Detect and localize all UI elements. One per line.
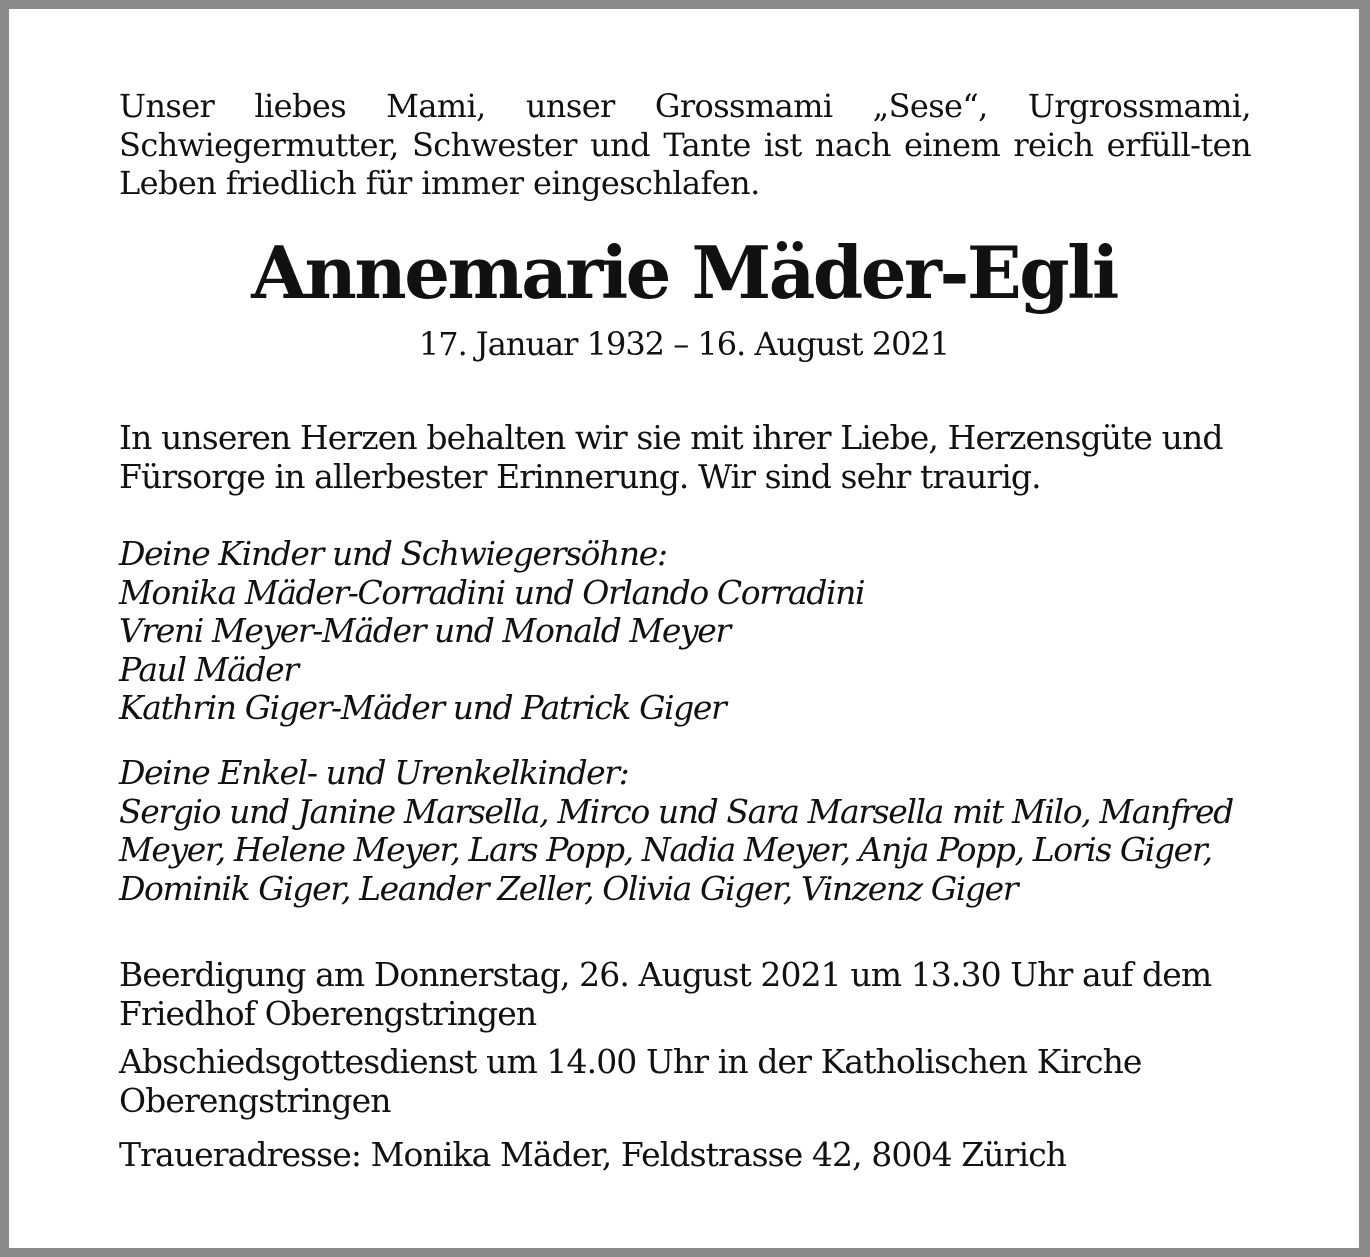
obituary-notice [9, 9, 1359, 1248]
children-name-line: Paul Mäder [119, 649, 298, 689]
grandchildren-section [119, 754, 1251, 908]
mourning-address: Traueradresse: Monika Mäder, Feldstrasse 42, 8004 Zürich [119, 1135, 1067, 1174]
grandchildren-name-line: Sergio und Janine Marsella, Mirco und Sara Marsella mit Milo, Manfred [119, 791, 1233, 831]
grandchildren-name-line: Dominik Giger, Leander Zeller, Olivia Giger, Vinzenz Giger [119, 868, 1018, 908]
memory-paragraph: In unseren Herzen behalten wir sie mit ihrer Liebe, Herzensgüte und Fürsorge in allerbester Erinnerung. Wir sind sehr traurig. [119, 418, 1223, 496]
children-heading: Deine Kinder und Schwiegersöhne: [119, 534, 667, 573]
service-info: Abschiedsgottesdienst um 14.00 Uhr in der Katholischen Kirche Oberengstringen [119, 1042, 1142, 1120]
funeral-info: Beerdigung am Donnerstag, 26. August 2021 um 13.30 Uhr auf dem Friedhof Oberengstringen [119, 955, 1212, 1033]
grandchildren-name-line: Meyer, Helene Meyer, Lars Popp, Nadia Meyer, Anja Popp, Loris Giger, [119, 830, 1212, 869]
children-name-line: Vreni Meyer-Mäder und Monald Meyer [119, 611, 730, 650]
children-name-line: Monika Mäder-Corradini und Orlando Corradini [119, 572, 865, 612]
children-name-line: Kathrin Giger-Mäder und Patrick Giger [119, 688, 726, 727]
life-dates: 17. Januar 1932 – 16. August 2021 [418, 325, 950, 363]
children-section [119, 535, 1251, 728]
deceased-name: Annemarie Mäder-Egli [251, 230, 1117, 315]
intro-paragraph: Unser liebes Mami, unser Grossmami „Sese“, Urgrossmami, Schwiegermutter, Schwester und Tante ist nach einem reich erfüll-ten Leben friedlich für immer eingeschlafen. [119, 87, 1251, 202]
grandchildren-heading: Deine Enkel- und Urenkelkinder: [119, 753, 629, 792]
